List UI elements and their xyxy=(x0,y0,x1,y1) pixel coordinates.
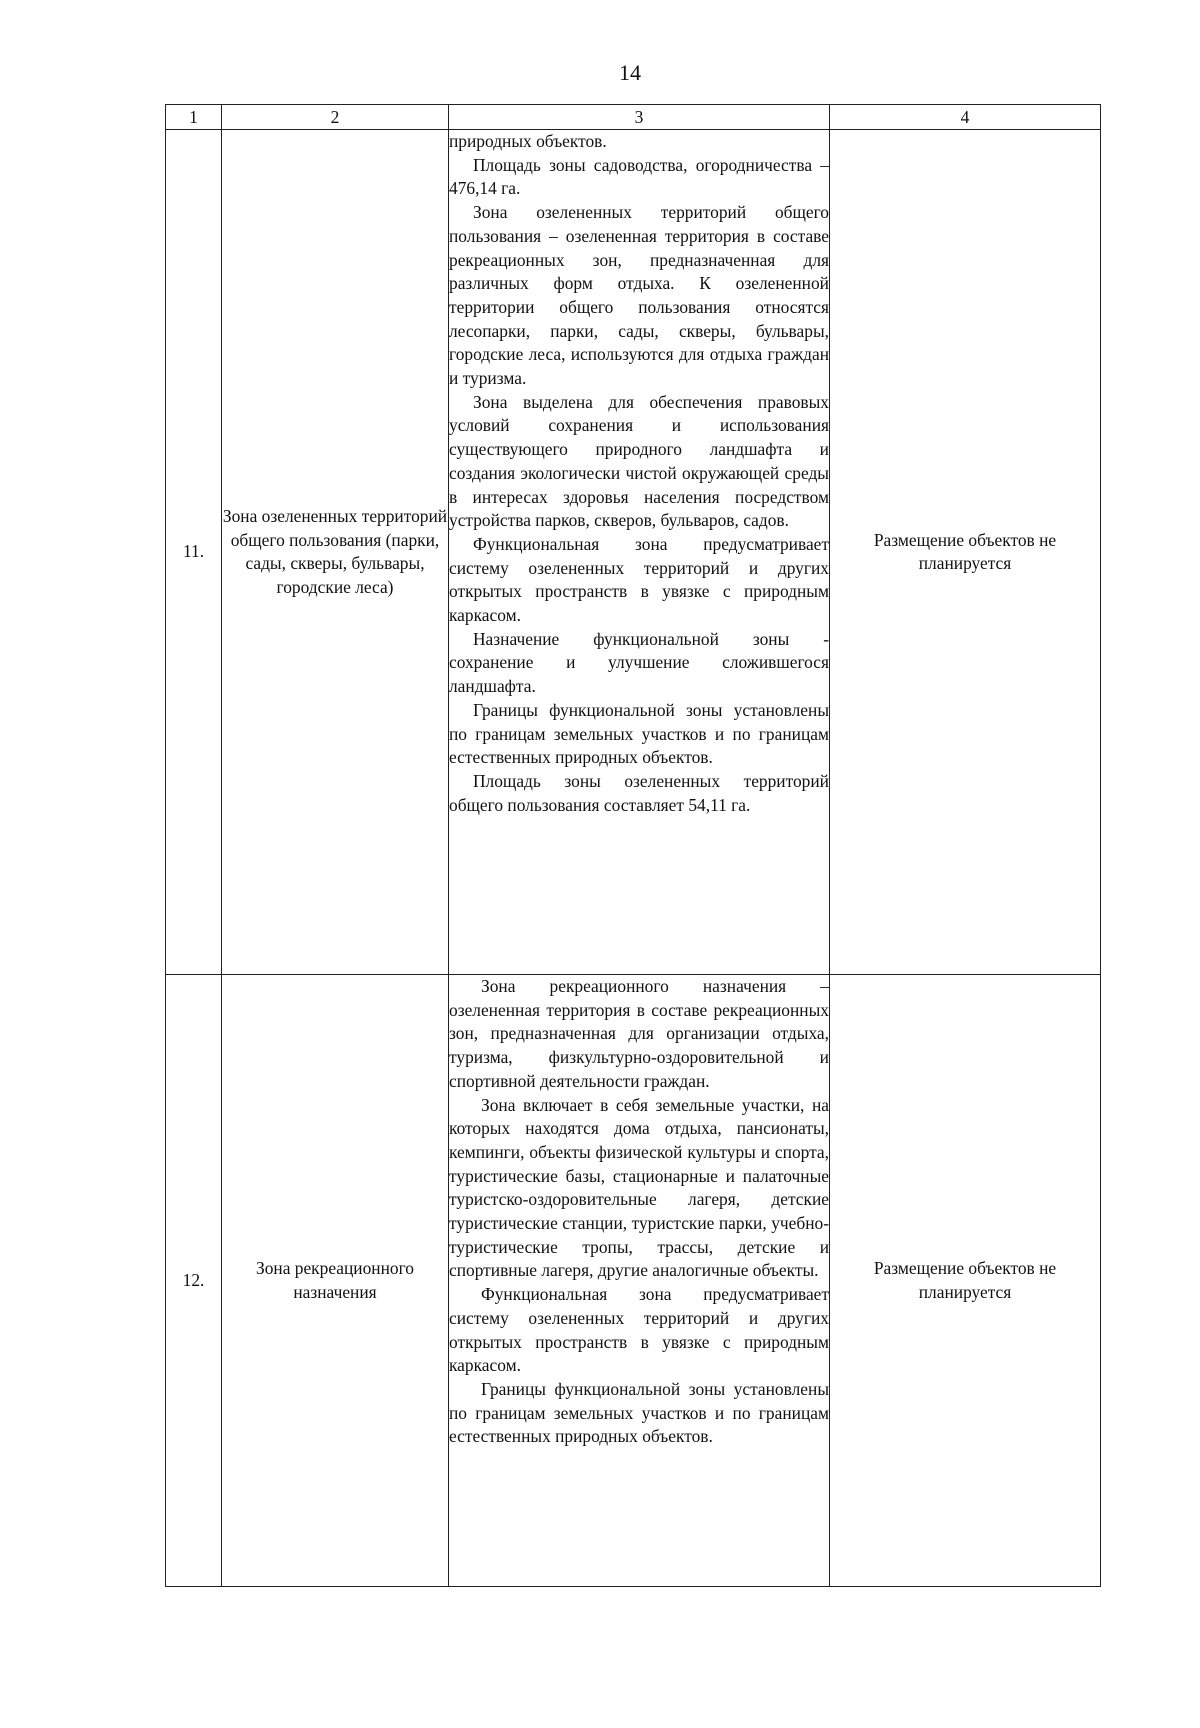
description-paragraph: Границы функциональной зоны установлены по границам земельных участков и по границам естественных природных объектов. xyxy=(449,1378,829,1447)
planned-objects: Размещение объектов не планируется xyxy=(830,130,1101,975)
table-row xyxy=(166,975,1101,1587)
description-paragraph: Зона озелененных территорий общего пользования – озелененная территория в составе рекреационных зон, предназначенная для различных форм отдыха. К озелененной территории общего пользования относятся лесопарки, парки, сады, скверы, бульвары, городские леса, используются для отдыха граждан и туризма. xyxy=(449,202,829,389)
zone-name: Зона рекреационного назначения xyxy=(222,975,449,1587)
row-number: 11. xyxy=(166,130,222,975)
column-header-2: 2 xyxy=(222,105,449,130)
description-paragraph: Зона включает в себя земельные участки, на которых находятся дома отдыха, пансионаты, кемпинги, объекты физической культуры и спорта, туристические базы, стационарные и палаточные туристско-оздоровительные лагеря, детские туристические станции, туристские парки, учебно-туристические тропы, трассы, детские и спортивные лагеря, другие аналогичные объекты. xyxy=(449,1094,829,1281)
description-paragraph: Зона выделена для обеспечения правовых условий сохранения и использования существующего природного ландшафта и создания экологически чистой окружающей среды в интересах здоровья населения посредством устройства парков, скверов, бульваров, садов. xyxy=(449,391,829,531)
description-paragraph: Функциональная зона предусматривает систему озелененных территорий и других открытых пространств в увязке с природным каркасом. xyxy=(449,533,829,626)
description-paragraph: природных объектов. xyxy=(449,131,607,151)
column-header-4: 4 xyxy=(830,105,1101,130)
zones-table xyxy=(165,104,1101,1587)
table-row xyxy=(166,130,1101,975)
column-header-1: 1 xyxy=(166,105,222,130)
description-paragraph: Назначение функциональной зоны - сохранение и улучшение сложившегося ландшафта. xyxy=(449,628,829,697)
description-paragraph: Границы функциональной зоны установлены по границам земельных участков и по границам естественных природных объектов. xyxy=(449,699,829,768)
row-number: 12. xyxy=(166,975,222,1587)
zone-name: Зона озелененных территорий общего пользования (парки, сады, скверы, бульвары, городские леса) xyxy=(222,130,449,975)
zone-description xyxy=(449,130,830,975)
column-header-3: 3 xyxy=(449,105,830,130)
description-paragraph: Функциональная зона предусматривает систему озелененных территорий и других открытых пространств в увязке с природным каркасом. xyxy=(449,1284,829,1376)
table-header xyxy=(166,105,1101,130)
description-paragraph: Площадь зоны озелененных территорий общего пользования составляет 54,11 га. xyxy=(449,770,829,815)
page-number: 14 xyxy=(619,60,641,85)
zone-description xyxy=(449,975,830,1587)
planned-objects: Размещение объектов не планируется xyxy=(830,975,1101,1587)
description-paragraph: Зона рекреационного назначения – озелененная территория в составе рекреационных зон, предназначенная для организации отдыха, туризма, физкультурно-оздоровительной и спортивной деятельности граждан. xyxy=(449,976,829,1091)
description-paragraph: Площадь зоны садоводства, огородничества – 476,14 га. xyxy=(449,154,829,199)
